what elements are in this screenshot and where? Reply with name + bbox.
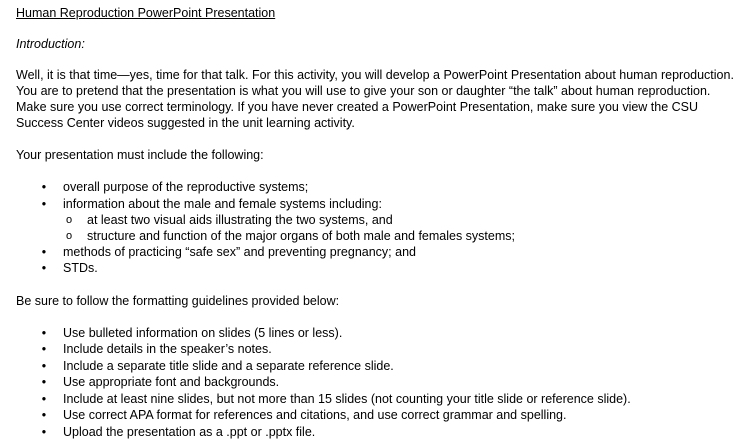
- list-item: [16, 424, 741, 440]
- bullet-icon: •: [39, 374, 49, 390]
- list-item-text: Use appropriate font and backgrounds.: [63, 375, 279, 389]
- list-item-text: Include details in the speaker’s notes.: [63, 342, 272, 356]
- bullet-icon: •: [39, 424, 49, 440]
- requirements-lead: Your presentation must include the following:: [16, 147, 741, 163]
- circle-bullet-icon: o: [64, 212, 74, 228]
- bullet-icon: •: [39, 260, 49, 276]
- requirements-list: [16, 179, 741, 277]
- list-item: [16, 341, 741, 358]
- bullet-icon: •: [39, 244, 49, 260]
- intro-paragraph: Well, it is that time—yes, time for that talk. For this activity, you will develop a PowerPoint Presentation about human reproduction. You are to pretend that the presentation is what you will use to give your son or daughter “the talk” about human reproduction. Make sure you use correct terminology. If you have never created a PowerPoint Presentation, make sure you view the CSU Success Center videos suggested in the unit learning activity.: [16, 67, 741, 131]
- sub-list-item: [16, 212, 741, 228]
- bullet-icon: •: [39, 358, 49, 374]
- list-item: [16, 196, 741, 244]
- document-title: Human Reproduction PowerPoint Presentation: [16, 5, 741, 21]
- sub-list: [16, 212, 741, 244]
- list-item-text: Use correct APA format for references and citations, and use correct grammar and spelling.: [63, 408, 566, 422]
- formatting-lead: Be sure to follow the formatting guidelines provided below:: [16, 293, 741, 309]
- bullet-icon: •: [39, 391, 49, 407]
- document-body: [16, 5, 741, 440]
- list-item: [16, 260, 741, 277]
- list-item: [16, 358, 741, 375]
- list-item: [16, 391, 741, 408]
- bullet-icon: •: [39, 325, 49, 341]
- bullet-icon: •: [39, 179, 49, 195]
- intro-heading: Introduction:: [16, 36, 741, 52]
- sub-list-item: [16, 228, 741, 244]
- circle-bullet-icon: o: [64, 228, 74, 244]
- sub-list-item-text: at least two visual aids illustrating the two systems, and: [87, 213, 393, 227]
- list-item-text: Include at least nine slides, but not more than 15 slides (not counting your title slide or reference slide).: [63, 392, 631, 406]
- list-item-text: overall purpose of the reproductive systems;: [63, 180, 308, 194]
- bullet-icon: •: [39, 407, 49, 423]
- list-item: [16, 244, 741, 261]
- list-item: [16, 325, 741, 342]
- list-item: [16, 179, 741, 196]
- list-item-text: Include a separate title slide and a separate reference slide.: [63, 359, 394, 373]
- list-item-text: methods of practicing “safe sex” and preventing pregnancy; and: [63, 245, 416, 259]
- bullet-icon: •: [39, 341, 49, 357]
- formatting-list: [16, 325, 741, 440]
- list-item-text: STDs.: [63, 261, 98, 275]
- sub-list-item-text: structure and function of the major organs of both male and females systems;: [87, 229, 515, 243]
- list-item: [16, 374, 741, 391]
- list-item-text: information about the male and female systems including:: [63, 197, 382, 211]
- list-item-text: Upload the presentation as a .ppt or .pptx file.: [63, 425, 315, 439]
- list-item: [16, 407, 741, 424]
- bullet-icon: •: [39, 196, 49, 212]
- list-item-text: Use bulleted information on slides (5 lines or less).: [63, 326, 342, 340]
